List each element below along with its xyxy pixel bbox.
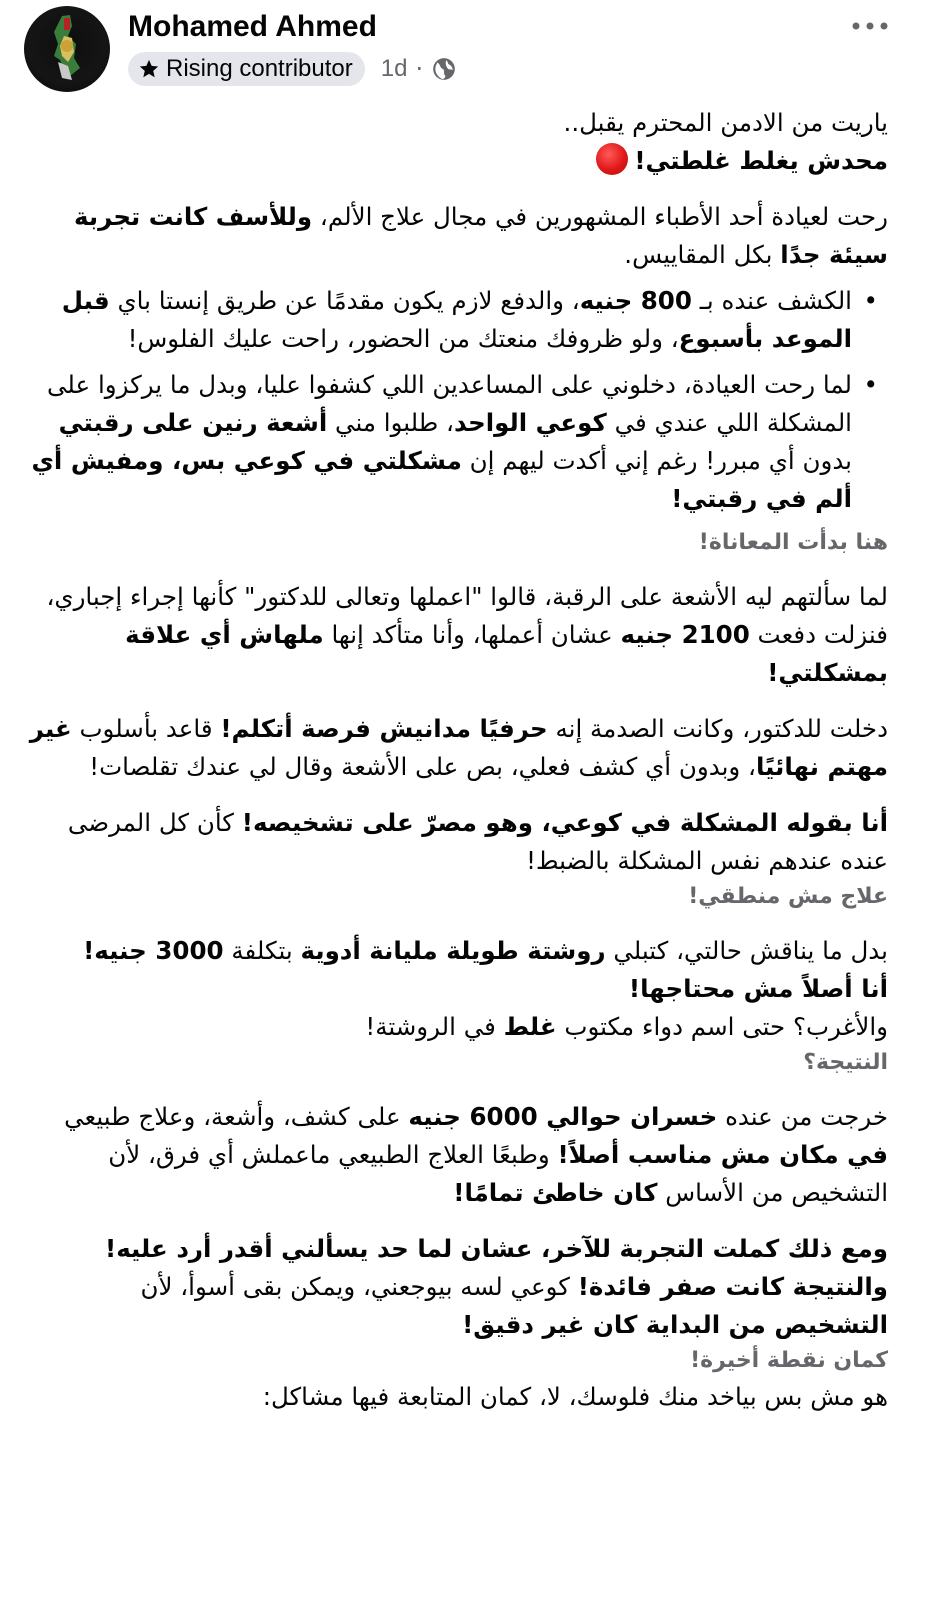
meta-separator: ·: [415, 55, 424, 83]
section-label: كمان نقطة أخيرة!: [690, 1348, 888, 1373]
badge-label: Rising contributor: [166, 55, 353, 82]
globe-icon[interactable]: [431, 56, 457, 82]
avatar[interactable]: [24, 6, 110, 92]
author-name[interactable]: Mohamed Ahmed: [128, 10, 377, 43]
bullet-list: [22, 282, 888, 518]
section-label: النتيجة؟: [803, 1050, 888, 1075]
paragraph: والأغرب؟ حتى اسم دواء مكتوب غلط في الروشتة!: [365, 1012, 888, 1041]
paragraph-last: هو مش بس بياخد منك فلوسك، لا، كمان المتابعة فيها مشاكل:: [262, 1382, 888, 1411]
paragraph: ومع ذلك كملت التجربة للآخر، عشان لما حد يسألني أقدر أرد عليه!: [105, 1234, 888, 1263]
post-body: [22, 104, 888, 1416]
paragraph: أنا بقوله المشكلة في كوعي، وهو مصرّ على تشخيصه! كأن كل المرضى عنده عندهم نفس المشكلة بالضبط!: [67, 808, 888, 875]
paragraph: خرجت من عنده خسران حوالي 6000 جنيه على كشف، وأشعة، وعلاج طبيعي في مكان مش مناسب أصلاً! وطبعًا العلاج الطبيعي ماعملش أي فرق، لأن التشخيص من الأساس كان خاطئ تمامًا!: [64, 1102, 888, 1207]
contributor-badge[interactable]: [128, 52, 365, 86]
list-item: • لما رحت العيادة، دخلوني على المساعدين اللي كشفوا عليا، وبدل ما يركزوا على المشكلة اللي عندي في كوعي الواحد، طلبوا مني أشعة رنين على رقبتي بدون أي مبرر! رغم إني أكدت ليهم إن مشكلتي في كوعي بس، ومفيش أي ألم في رقبتي!: [22, 366, 888, 518]
post-meta: [128, 52, 457, 86]
section-label: هنا بدأت المعاناة!: [698, 530, 888, 555]
paragraph: أنا أصلاً مش محتاجها!: [628, 974, 888, 1003]
warning-line: محدش يغلط غلطتي!: [22, 142, 888, 180]
red-circle-icon: [596, 143, 628, 175]
paragraph: لما سألتهم ليه الأشعة على الرقبة، قالوا "اعملها وتعالى للدكتور" كأنها إجراء إجباري، فنزلت دفعت 2100 جنيه عشان أعملها، وأنا متأكد إنها ملهاش أي علاقة بمشكلتي!: [46, 582, 888, 687]
list-item: • الكشف عنده بـ 800 جنيه، والدفع لازم يكون مقدمًا عن طريق إنستا باي قبل الموعد بأسبوع، ولو ظروفك منعتك من الحضور، راحت عليك الفلوس!: [22, 282, 888, 358]
avatar-image: [24, 6, 110, 92]
post-time[interactable]: 1d: [380, 55, 408, 82]
paragraph-intro: رحت لعيادة أحد الأطباء المشهورين في مجال علاج الألم، وللأسف كانت تجربة سيئة جدًا بكل المقاييس.: [74, 202, 888, 269]
section-label: علاج مش منطقي!: [688, 884, 888, 909]
paragraph: والنتيجة كانت صفر فائدة! كوعي لسه بيوجعني، ويمكن بقى أسوأ، لأن التشخيص من البداية كان غير دقيق!: [140, 1272, 888, 1339]
paragraph: بدل ما يناقش حالتي، كتبلي روشتة طويلة مليانة أدوية بتكلفة 3000 جنيه!: [83, 936, 888, 965]
paragraph: دخلت للدكتور، وكانت الصدمة إنه حرفيًا مدانيش فرصة أتكلم! قاعد بأسلوب غير مهتم نهائيًا، وبدون أي كشف فعلي، بص على الأشعة وقال لي عندك تقلصات!: [29, 714, 888, 781]
more-horizontal-icon[interactable]: [850, 14, 890, 38]
star-icon: [138, 58, 160, 80]
intro-line: ياريت من الادمن المحترم يقبل..: [563, 108, 888, 137]
post-header: [0, 0, 934, 100]
